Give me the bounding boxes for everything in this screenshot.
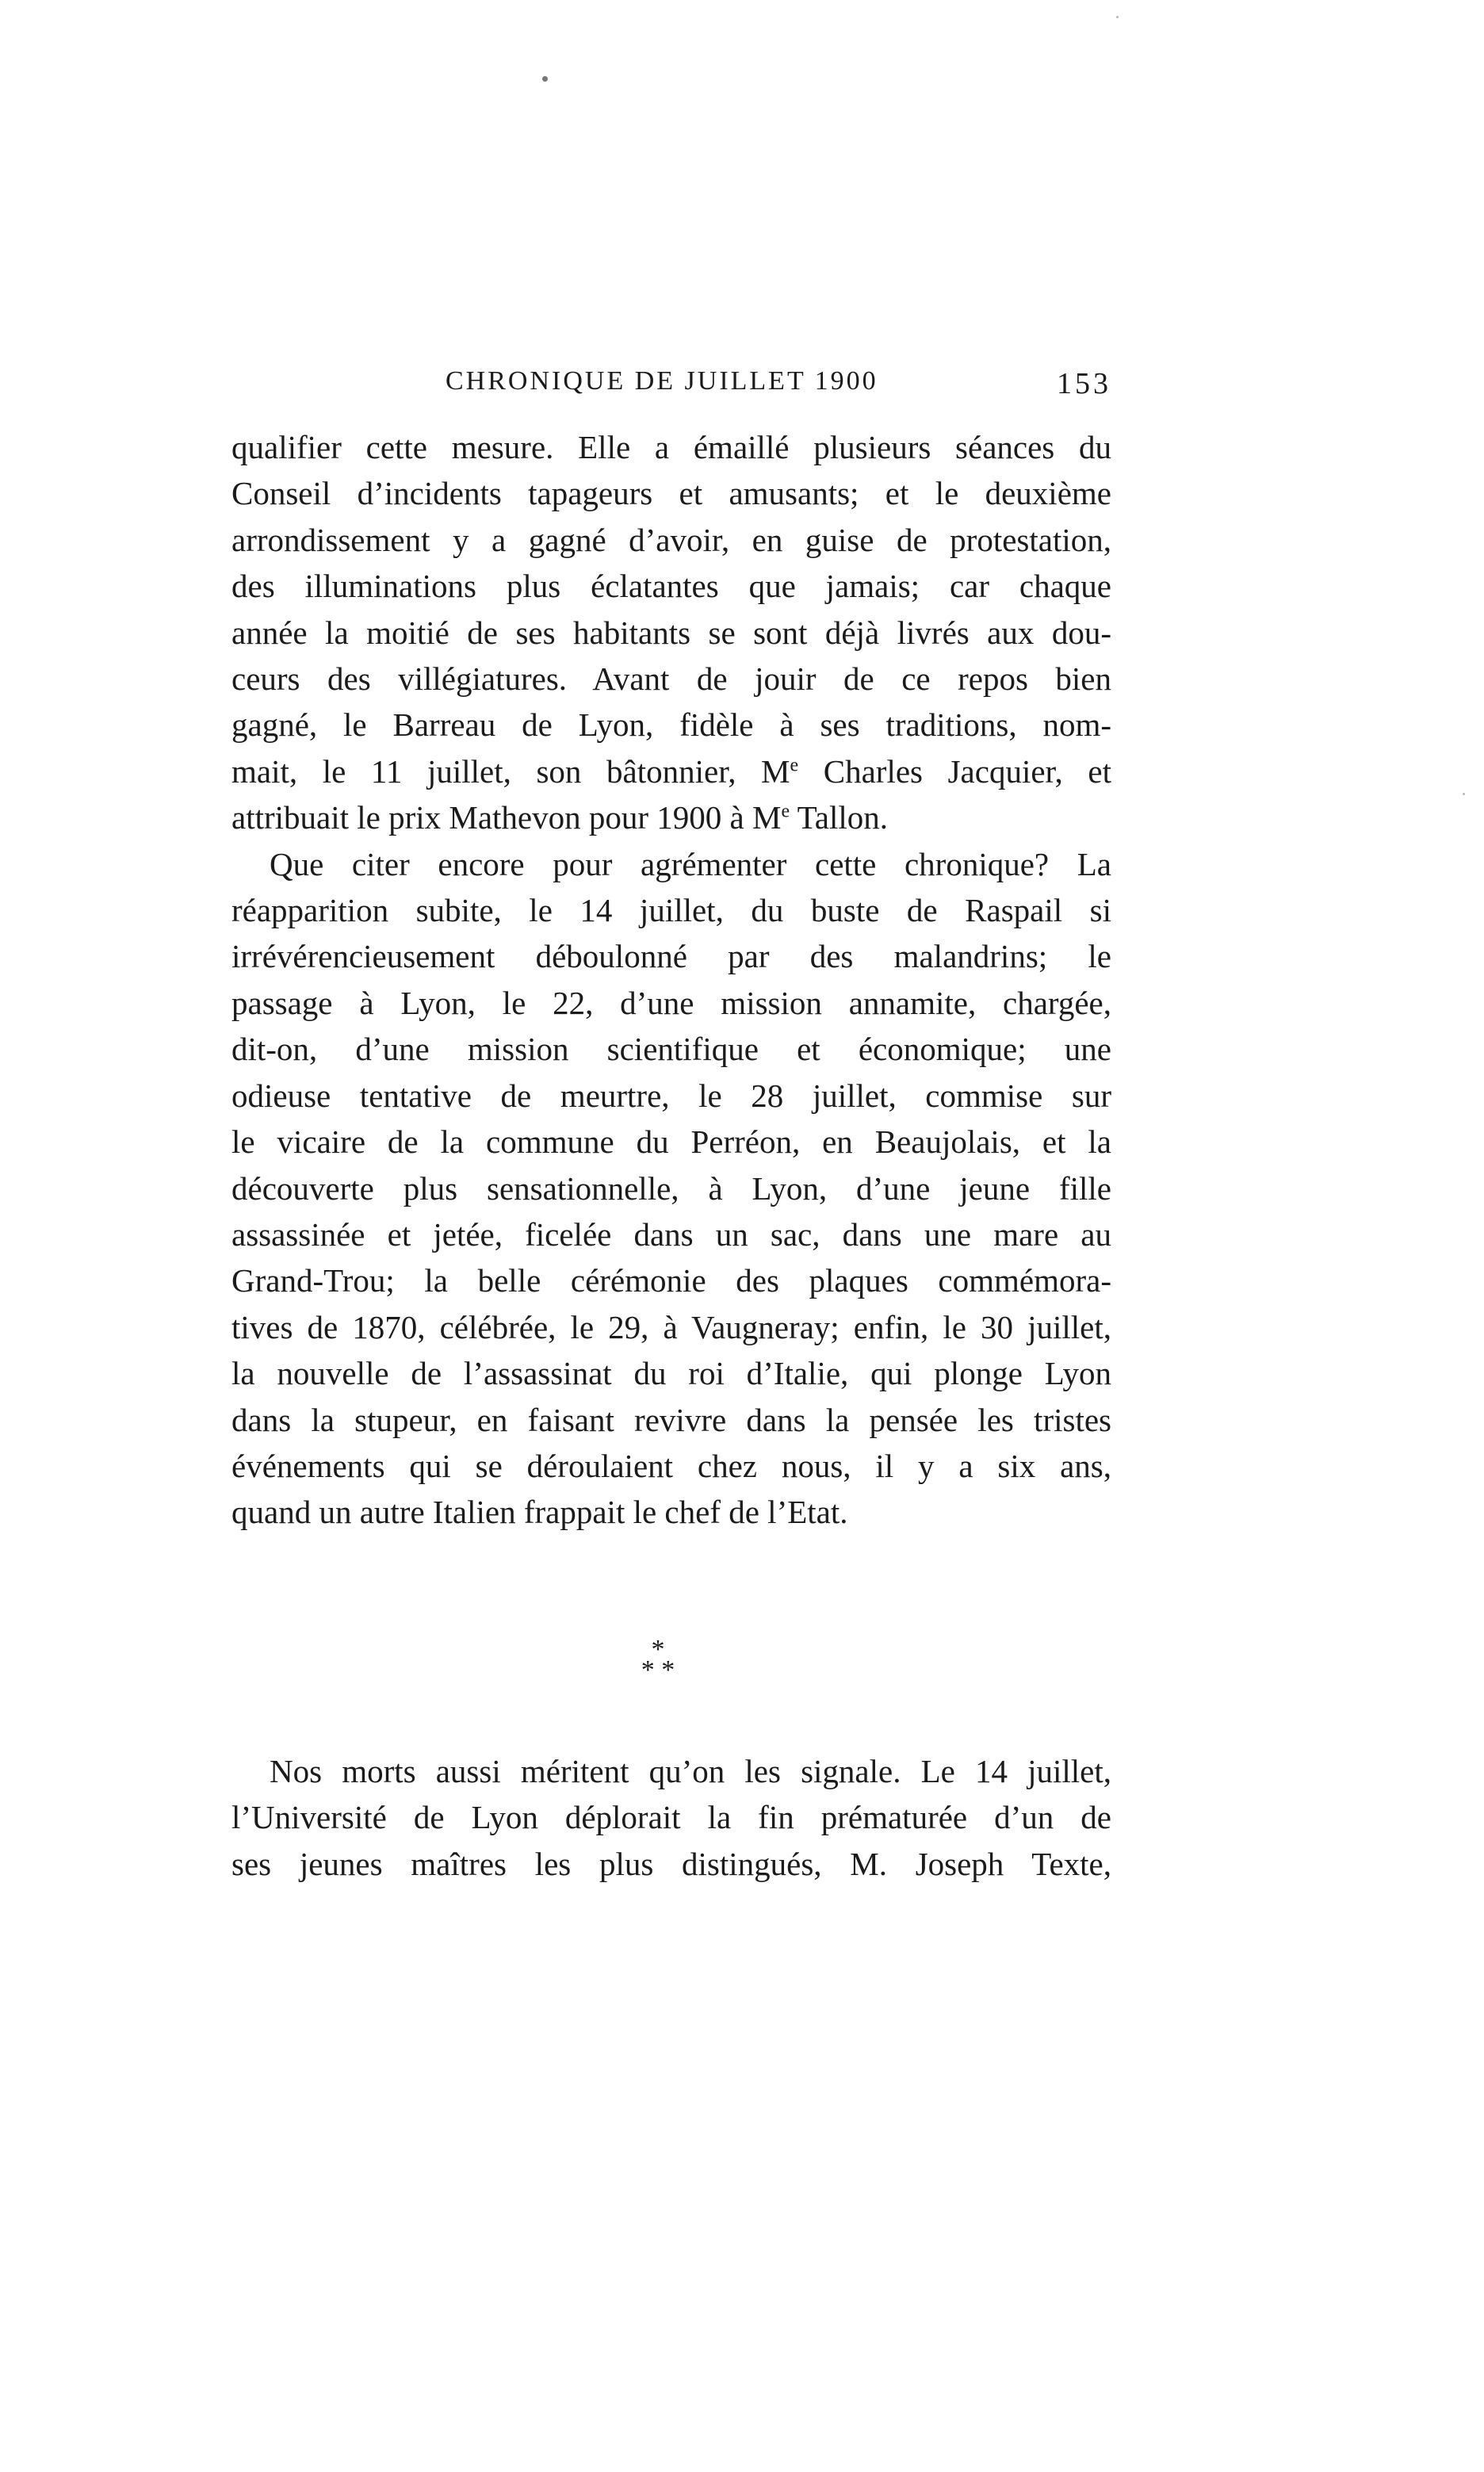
- running-head: [231, 366, 1111, 414]
- text-line: quand un autre Italien frappait le chef de l’Etat.: [231, 1494, 848, 1531]
- running-title: CHRONIQUE DE JUILLET 1900: [446, 366, 878, 396]
- text-line: tives de 1870, célébrée, le 29, à Vaugneray; enfin, le 30 juillet,: [231, 1308, 1111, 1345]
- text-line: odieuse tentative de meurtre, le 28 juillet, commise sur: [231, 1077, 1111, 1114]
- text-line: Conseil d’incidents tapageurs et amusants; et le deuxième: [231, 475, 1111, 512]
- scan-speck: [542, 76, 548, 82]
- text-line: dit-on, d’une mission scientifique et économique; une: [231, 1031, 1111, 1068]
- text-segment: attribuait le prix Mathevon pour 1900 à M: [231, 799, 782, 836]
- text-segment: Charles Jacquier, et: [798, 752, 1111, 790]
- text-line: Que citer encore pour agrémenter cette chronique? La: [270, 845, 1111, 882]
- text-line: ceurs des villégiatures. Avant de jouir de ce repos bien: [231, 660, 1111, 698]
- text-line: irrévérencieusement déboulonné par des malandrins; le: [231, 938, 1111, 975]
- superscript: e: [790, 755, 799, 776]
- text-line: [231, 794, 1111, 840]
- asterisk-top: *: [651, 1635, 665, 1664]
- text-line: Nos morts aussi méritent qu’on les signale. Le 14 juillet,: [270, 1753, 1111, 1789]
- text-segment: mait, le 11 juillet, son bâtonnier, M: [231, 752, 790, 790]
- text-line: réapparition subite, le 14 juillet, du buste de Raspail si: [231, 892, 1111, 929]
- superscript: e: [781, 801, 790, 822]
- text-segment: Tallon.: [790, 799, 889, 836]
- text-line: Grand-Trou; la belle cérémonie des plaques commémora-: [231, 1262, 1111, 1299]
- text-line: ses jeunes maîtres les plus distingués, M. Joseph Texte,: [231, 1845, 1111, 1882]
- text-line: découverte plus sensationnelle, à Lyon, d’une jeune fille: [231, 1169, 1111, 1207]
- body-text: [231, 424, 1111, 1536]
- text-line: la nouvelle de l’assassinat du roi d’Italie, qui plonge Lyon: [231, 1355, 1111, 1392]
- body-text: [231, 1748, 1111, 1887]
- text-line: dans la stupeur, en faisant revivre dans la pensée les tristes: [231, 1401, 1111, 1438]
- text-line: l’Université de Lyon déplorait la fin prématurée d’un de: [231, 1799, 1111, 1836]
- text-line: année la moitié de ses habitants se sont déjà livrés aux dou-: [231, 614, 1111, 651]
- text-line: qualifier cette mesure. Elle a émaillé plusieurs séances du: [231, 429, 1111, 465]
- text-line: événements qui se déroulaient chez nous, il y a six ans,: [231, 1447, 1111, 1484]
- scan-speck: [1463, 793, 1465, 795]
- text-line: le vicaire de la commune du Perréon, en Beaujolais, et la: [231, 1123, 1111, 1161]
- text-line: arrondissement y a gagné d’avoir, en guise de protestation,: [231, 521, 1111, 558]
- scan-speck: [1116, 16, 1119, 18]
- section-separator: [618, 1635, 698, 1685]
- text-line: passage à Lyon, le 22, d’une mission annamite, chargée,: [231, 984, 1111, 1021]
- text-line: gagné, le Barreau de Lyon, fidèle à ses traditions, nom-: [231, 706, 1111, 744]
- text-line: [231, 748, 1111, 794]
- asterisk-bottom: * *: [641, 1655, 675, 1685]
- text-line: des illuminations plus éclatantes que jamais; car chaque: [231, 568, 1111, 605]
- text-line: assassinée et jetée, ficelée dans un sac, dans une mare au: [231, 1215, 1111, 1253]
- page-number: 153: [1057, 367, 1111, 400]
